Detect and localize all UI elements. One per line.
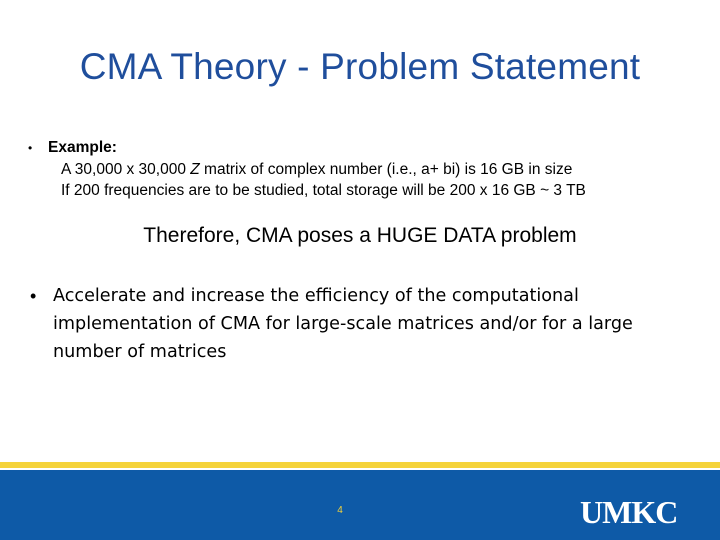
bullet-accelerate-text: Accelerate and increase the efficiency of the computational implementation of CMA for large-scale matrices and/or for a large number of matrices: [53, 286, 633, 362]
example-label: Example:: [48, 139, 117, 156]
example-line-1: [61, 160, 572, 180]
example-line-1-italic: Z: [190, 161, 200, 178]
example-line-2: If 200 frequencies are to be studied, total storage will be 200 x 16 GB ~ 3 TB: [61, 182, 586, 199]
page-number: 4: [337, 505, 343, 516]
example-bullet: •: [28, 141, 33, 155]
example-line-1-pre: A 30,000 x 30,000: [61, 161, 191, 178]
footer-stripe: [0, 462, 720, 468]
umkc-logo: UMKC: [580, 494, 678, 530]
therefore-statement: Therefore, CMA poses a HUGE DATA problem: [143, 224, 577, 247]
bullet-dot: •: [30, 286, 37, 306]
example-line-1-post: matrix of complex number (i.e., a+ bi) is 16 GB in size: [199, 161, 573, 178]
slide-title: CMA Theory - Problem Statement: [79, 46, 641, 87]
